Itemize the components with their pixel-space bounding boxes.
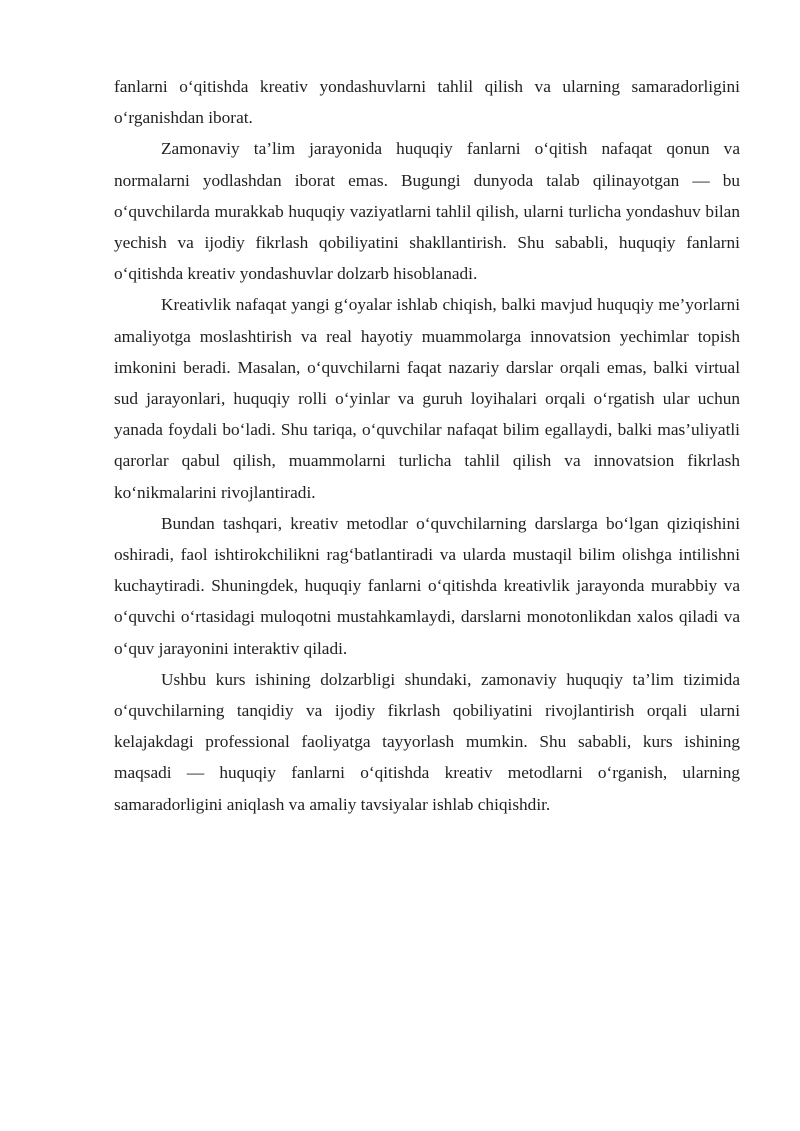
paragraph: Ushbu kurs ishining dolzarbligi shundaki, zamonaviy huquqiy ta’lim tizimida o‘quvchilarning tanqidiy va ijodiy fikrlash qobiliyatini rivojlantirish orqali ularni kelajakdagi professional faoliyatga tayyorlash mumkin. Shu sababli, kurs ishining maqsadi — huquqiy fanlarni o‘qitishda kreativ metodlarni o‘rganish, ularning samaradorligini aniqlash va amaliy tavsiyalar ishlab chiqishdir. [114,669,740,814]
paragraph: Zamonaviy ta’lim jarayonida huquqiy fanlarni o‘qitish nafaqat qonun va normalarni yodlashdan iborat emas. Bugungi dunyoda talab qilinayotgan — bu o‘quvchilarda murakkab huquqiy vaziyatlarni tahlil qilish, ularni turlicha yondashuv bilan yechish va ijodiy fikrlash qobiliyatini shakllantirish. Shu sababli, huquqiy fanlarni o‘qitishda kreativ yondashuvlar dolzarb hisoblanadi. [114,139,740,284]
paragraph: Bundan tashqari, kreativ metodlar o‘quvchilarning darslarga bo‘lgan qiziqishini oshiradi, faol ishtirokchilikni rag‘batlantiradi va ularda mustaqil bilim olishga intilishni kuchaytiradi. Shuningdek, huquqiy fanlarni o‘qitishda kreativlik jarayonda murabbiy va o‘quvchi o‘rtasidagi muloqotni mustahkamlaydi, darslarni monotonlikdan xalos qiladi va o‘quv jarayonini interaktiv qiladi. [114,513,740,658]
paragraph-continuation: fanlarni o‘qitishda kreativ yondashuvlarni tahlil qilish va ularning samaradorligini o‘rganishdan iborat. [114,77,740,128]
body-text [114,71,740,820]
paragraph: Kreativlik nafaqat yangi g‘oyalar ishlab chiqish, balki mavjud huquqiy me’yorlarni amaliyotga moslashtirish va real hayotiy muammolarga innovatsion yechimlar topish imkonini beradi. Masalan, o‘quvchilarni faqat nazariy darslar orqali emas, balki virtual sud jarayonlari, huquqiy rolli o‘yinlar va guruh loyihalari orqali o‘rgatish ular uchun yanada foydali bo‘ladi. Shu tariqa, o‘quvchilar nafaqat bilim egallaydi, balki mas’uliyatli qarorlar qabul qilish, muammolarni turlicha tahlil qilish va innovatsion fikrlash ko‘nikmalarini rivojlantiradi. [114,295,740,502]
